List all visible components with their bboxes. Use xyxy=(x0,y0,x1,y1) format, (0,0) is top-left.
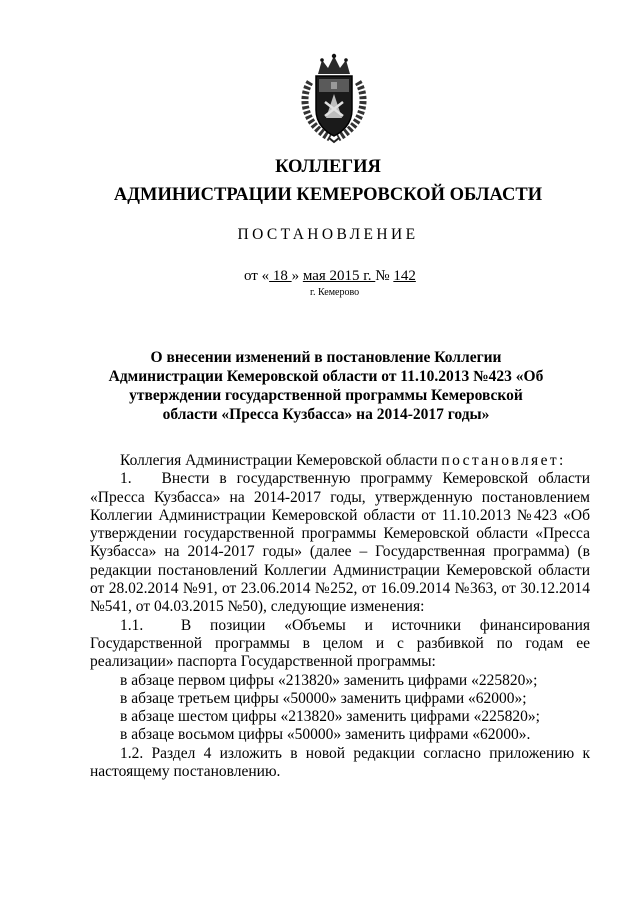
date-day: 18 xyxy=(269,268,292,284)
date-line xyxy=(244,268,416,285)
date-prefix: от « xyxy=(244,268,270,284)
org-title-line1: КОЛЛЕГИЯ xyxy=(275,157,381,177)
number-sign: № xyxy=(375,268,394,284)
intro-paragraph xyxy=(90,452,590,470)
paragraph: 1. Внести в государственную программу Кемеровской области «Пресса Кузбасса» на 2014-2017 годы, утвержденную постановлением Коллегии Администрации Кемеровской области от 11.10.2013 №423 «Об утверждении государственной программы Кемеровской области «Пресса Кузбасса» на 2014-2017 годы» (далее – Государственная программа) (в редакции постановлений Коллегии Администрации Кемеровской области от 28.02.2014 №91, от 23.06.2014 №252, от 16.09.2014 №363, от 30.12.2014 №541, от 04.03.2015 №50), следующие изменения: xyxy=(90,470,590,616)
document-type: ПОСТАНОВЛЕНИЕ xyxy=(237,226,419,243)
paragraph: 1.2. Раздел 4 изложить в новой редакции согласно приложению к настоящему постановлению. xyxy=(90,744,590,781)
paragraph: в абзаце шестом цифры «213820» заменить цифрами «225820»; xyxy=(120,708,540,726)
org-title-line2: АДМИНИСТРАЦИИ КЕМЕРОВСКОЙ ОБЛАСТИ xyxy=(113,185,543,205)
city-label: г. Кемерово xyxy=(310,287,360,298)
paragraph: 1.1. В позиции «Объемы и источники финансирования Государственной программы в целом и с разбивкой по годам ее реализации» паспорта Государственной программы: xyxy=(90,616,590,671)
paragraph: в абзаце восьмом цифры «50000» заменить цифрами «62000». xyxy=(120,726,531,744)
intro-text: Коллегия Администрации Кемеровской области xyxy=(120,452,442,469)
document-subject: О внесении изменений в постановление Коллегии Администрации Кемеровской области от 11.10.2013 №423 «Об утверждении государственной программы Кемеровской области «Пресса Кузбасса» на 2014-2017 годы» xyxy=(108,349,544,423)
document-number: 142 xyxy=(393,268,416,284)
paragraph: в абзаце первом цифры «213820» заменить цифрами «225820»; xyxy=(120,671,538,689)
paragraph: в абзаце третьем цифры «50000» заменить цифрами «62000»; xyxy=(120,689,527,707)
date-month-year: мая 2015 г. xyxy=(302,268,376,284)
intro-decrees: постановляет: xyxy=(441,452,566,469)
coat-of-arms-icon xyxy=(296,52,372,144)
date-mid: » xyxy=(291,268,303,284)
document-body xyxy=(90,452,590,781)
